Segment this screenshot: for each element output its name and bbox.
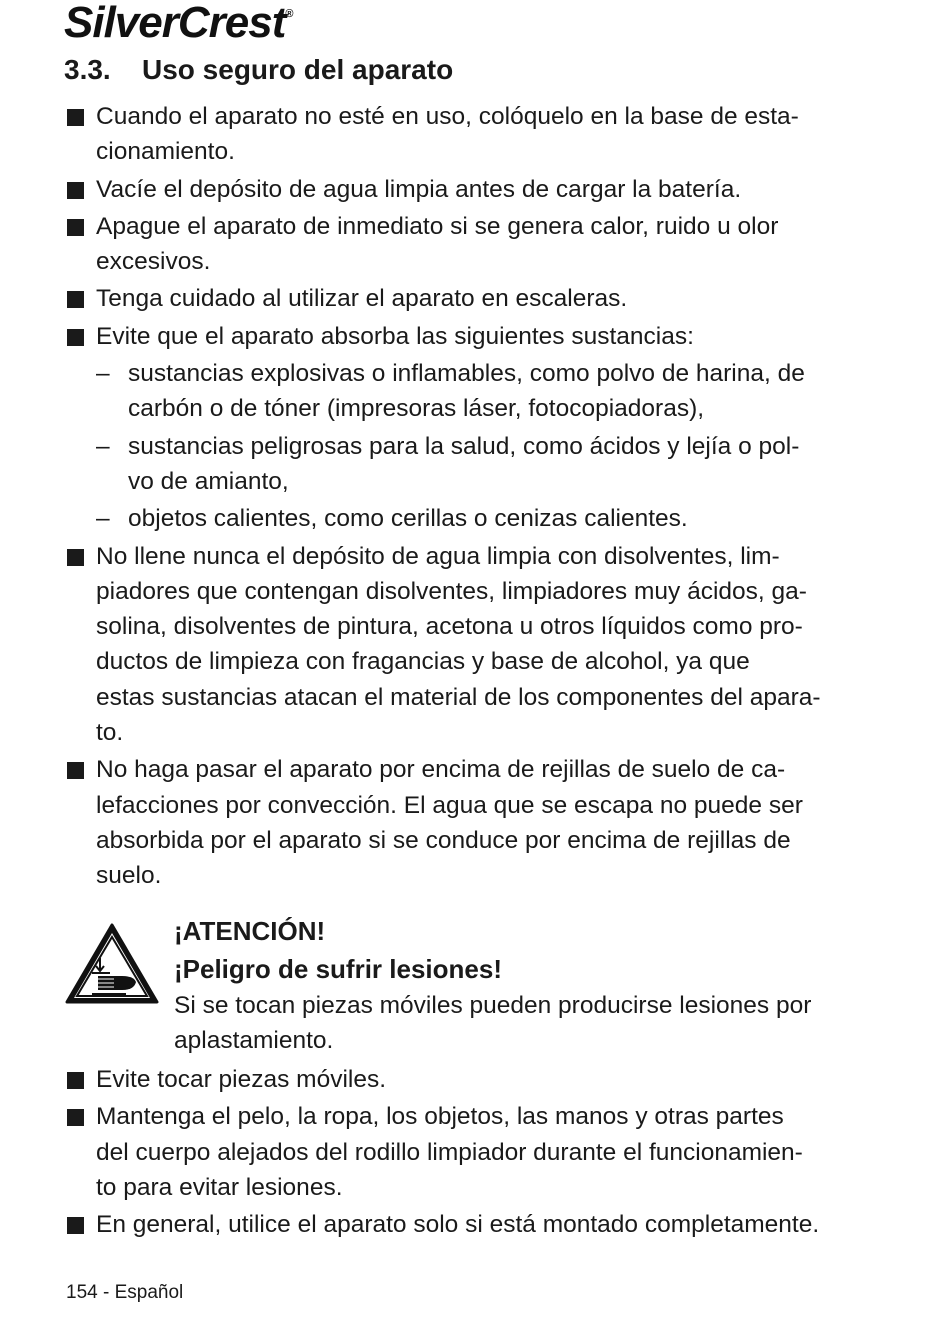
list-item-line: Mantenga el pelo, la ropa, los objetos, las manos y otras partes bbox=[96, 1103, 784, 1131]
list-item-line: Vacíe el depósito de agua limpia antes de cargar la batería. bbox=[96, 175, 742, 203]
list-item-line: Tenga cuidado al utilizar el aparato en escaleras. bbox=[96, 285, 628, 313]
square-bullet-icon bbox=[67, 1072, 84, 1089]
warning-block bbox=[0, 912, 950, 1059]
bullet-list-middle bbox=[0, 539, 950, 894]
square-bullet-icon bbox=[67, 1217, 84, 1234]
sub-list-item bbox=[0, 429, 950, 500]
list-item-line: solina, disolventes de pintura, acetona u otros líquidos como pro- bbox=[96, 613, 803, 641]
list-item bbox=[0, 539, 950, 751]
list-item bbox=[0, 1207, 950, 1242]
square-bullet-icon bbox=[67, 219, 84, 236]
list-item bbox=[0, 1062, 950, 1097]
list-item-line: lefacciones por convección. El agua que se escapa no puede ser bbox=[96, 791, 803, 819]
list-item-line: No haga pasar el aparato por encima de rejillas de suelo de ca- bbox=[96, 756, 786, 784]
list-item-line: No llene nunca el depósito de agua limpia con disolventes, lim- bbox=[96, 542, 780, 570]
sub-list-item-line: sustancias explosivas o inflamables, como polvo de harina, de bbox=[128, 360, 805, 388]
square-bullet-icon bbox=[67, 329, 84, 346]
section-title: Uso seguro del aparato bbox=[142, 54, 454, 85]
list-item-line: Apague el aparato de inmediato si se genera calor, ruido u olor bbox=[96, 212, 779, 240]
list-item-line: suelo. bbox=[96, 862, 162, 890]
list-item-line: ductos de limpieza con fragancias y base de alcohol, ya que bbox=[96, 648, 750, 676]
sub-list-item bbox=[0, 501, 950, 536]
list-item-line: cionamiento. bbox=[96, 138, 235, 166]
page-footer: 154 - Español bbox=[66, 1282, 184, 1303]
list-item bbox=[0, 281, 950, 316]
square-bullet-icon bbox=[67, 1109, 84, 1126]
bullet-list-before bbox=[0, 99, 950, 354]
dash-bullet: – bbox=[96, 432, 110, 460]
list-item-line: to para evitar lesiones. bbox=[96, 1174, 343, 1202]
list-item-line: piadores que contengan disolventes, limpiadores muy ácidos, ga- bbox=[96, 577, 807, 605]
square-bullet-icon bbox=[67, 182, 84, 199]
bullet-list-after bbox=[0, 1062, 950, 1242]
square-bullet-icon bbox=[67, 549, 84, 566]
warning-text-line: aplastamiento. bbox=[174, 1026, 334, 1054]
list-item-line: del cuerpo alejados del rodillo limpiador durante el funcionamien- bbox=[96, 1138, 803, 1166]
logo-text: SilverCrest bbox=[64, 0, 286, 47]
list-item bbox=[0, 209, 950, 280]
warning-subtitle: ¡Peligro de sufrir lesiones! bbox=[174, 953, 502, 984]
list-item-line: En general, utilice el aparato solo si está montado completamente. bbox=[96, 1211, 820, 1239]
sub-list-item-line: objetos calientes, como cerillas o cenizas calientes. bbox=[128, 505, 688, 533]
list-item-line: estas sustancias atacan el material de los componentes del apara- bbox=[96, 683, 821, 711]
list-item bbox=[0, 1099, 950, 1205]
list-item-line: to. bbox=[96, 719, 124, 747]
warning-title: ¡ATENCIÓN! bbox=[174, 915, 326, 946]
list-item-line: excesivos. bbox=[96, 248, 211, 276]
list-item-line: Evite que el aparato absorba las siguientes sustancias: bbox=[96, 322, 694, 350]
sub-list-item bbox=[0, 356, 950, 427]
list-item bbox=[0, 319, 950, 354]
list-item-line: absorbida por el aparato si se conduce por encima de rejillas de bbox=[96, 826, 791, 854]
list-item-line: Cuando el aparato no esté en uso, colóquelo en la base de esta- bbox=[96, 103, 799, 130]
sub-list-item-line: carbón o de tóner (impresoras láser, fotocopiadoras), bbox=[128, 395, 705, 423]
list-item bbox=[0, 172, 950, 207]
square-bullet-icon bbox=[67, 762, 84, 779]
list-item-line: Evite tocar piezas móviles. bbox=[96, 1066, 387, 1094]
square-bullet-icon bbox=[67, 109, 84, 126]
registered-mark: ® bbox=[285, 8, 293, 20]
warning-text-line: Si se tocan piezas móviles pueden producirse lesiones por bbox=[174, 991, 812, 1019]
crush-hazard-warning-icon bbox=[64, 922, 160, 1006]
sub-list-item-line: vo de amianto, bbox=[128, 467, 289, 495]
section-heading bbox=[64, 54, 453, 86]
section-number: 3.3. bbox=[64, 54, 111, 85]
sub-list bbox=[0, 356, 950, 536]
list-item bbox=[0, 752, 950, 893]
list-item bbox=[0, 99, 950, 170]
dash-bullet: – bbox=[96, 505, 110, 533]
square-bullet-icon bbox=[67, 291, 84, 308]
section-content bbox=[0, 99, 950, 1245]
sub-list-item-line: sustancias peligrosas para la salud, como ácidos y lejía o pol- bbox=[128, 432, 800, 460]
silvercrest-logo bbox=[64, 0, 292, 48]
dash-bullet: – bbox=[96, 360, 110, 388]
